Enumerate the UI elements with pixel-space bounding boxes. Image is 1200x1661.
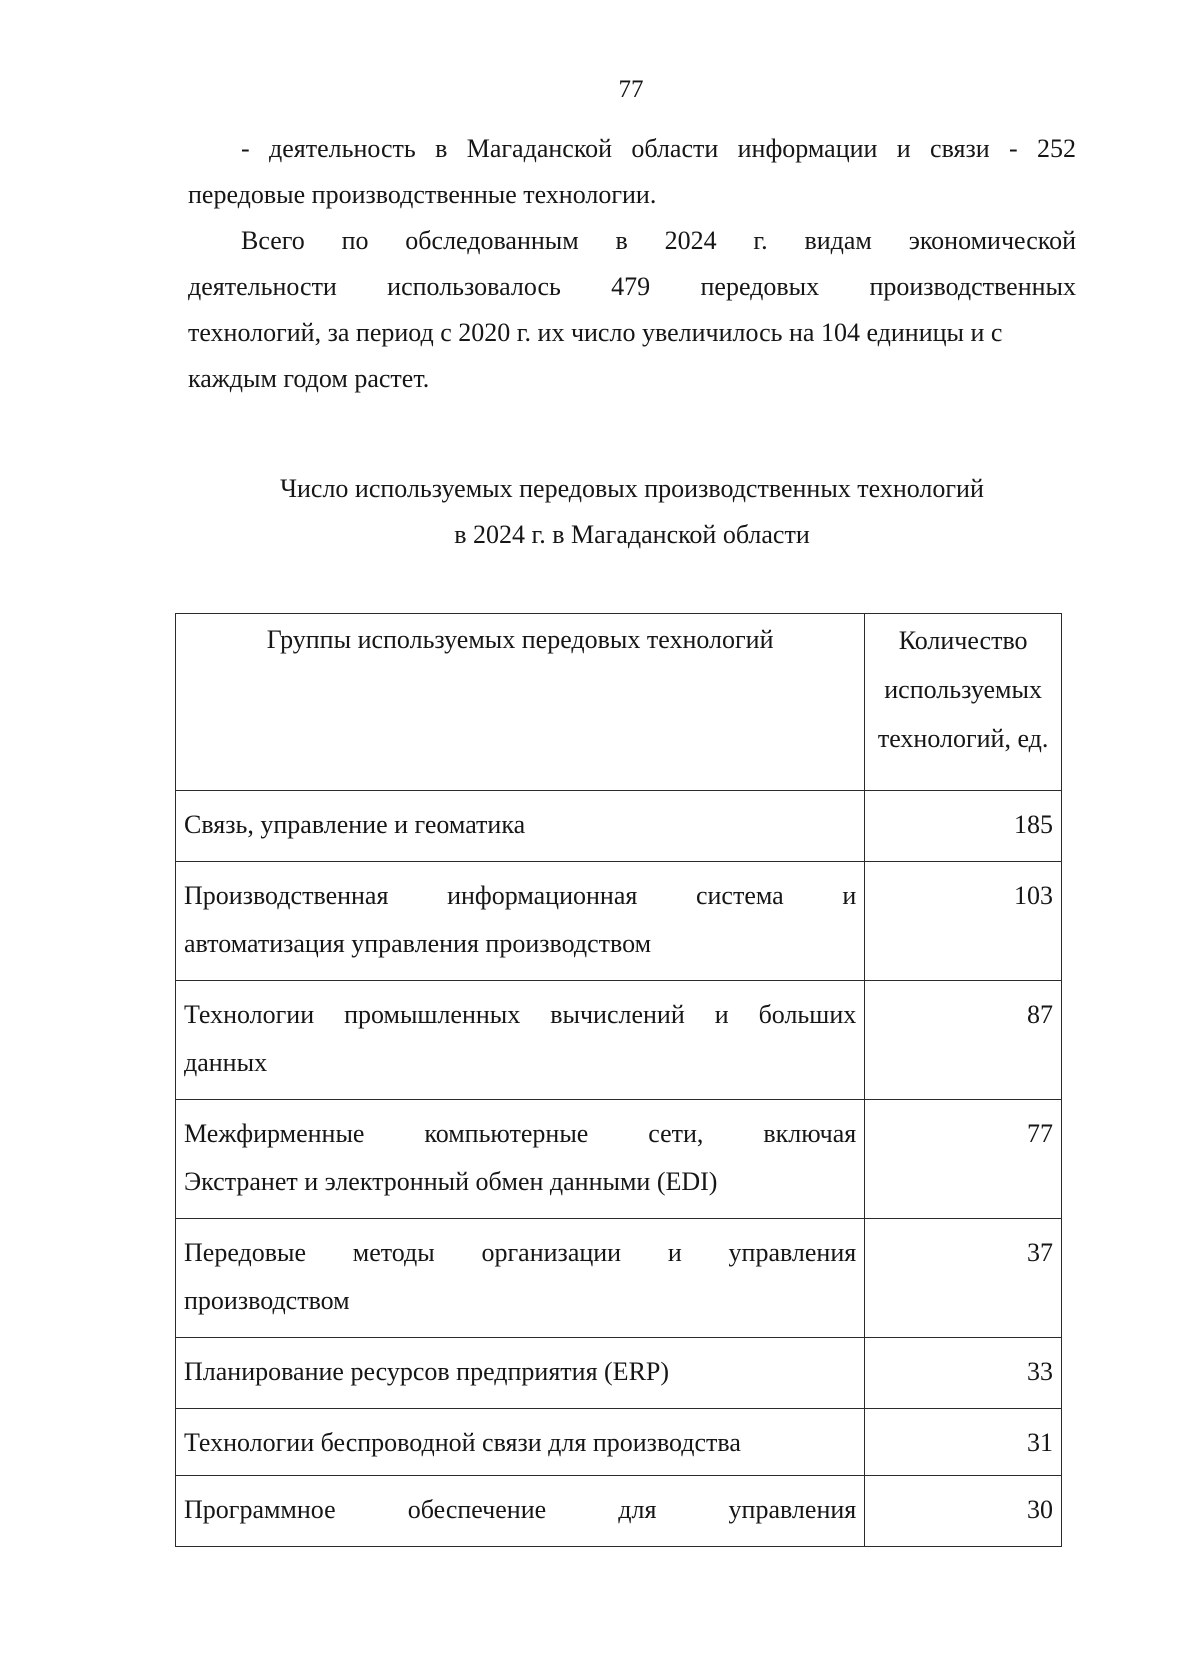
header-group-name: Группы используемых передовых технологий: [176, 614, 865, 791]
table-row: [176, 862, 1062, 981]
table-title: [188, 466, 1076, 558]
paragraph-line: технологий, за период с 2020 г. их число увеличилось на 104 единицы и с: [188, 318, 1003, 347]
row-name-line: автоматизация управления производством: [184, 929, 652, 958]
header-count: [865, 614, 1062, 791]
intro-paragraph-1: [188, 126, 1076, 218]
row-name-line: Передовые методы организации и управления: [184, 1238, 857, 1267]
row-group-name: [176, 981, 865, 1100]
row-group-name: [176, 1338, 865, 1409]
header-count-line: Количество: [898, 626, 1028, 655]
intro-paragraph-2: [188, 218, 1076, 402]
row-count: 31: [865, 1409, 1062, 1476]
row-count: 33: [865, 1338, 1062, 1409]
row-group-name: [176, 1409, 865, 1476]
header-count-line: используемых: [884, 675, 1042, 704]
row-name-line: Программное обеспечение для управления: [184, 1495, 857, 1524]
table-row: [176, 791, 1062, 862]
header-count-line: технологий, ед.: [877, 724, 1049, 753]
row-name-line: Технологии промышленных вычислений и больших: [184, 1000, 857, 1029]
row-count: 87: [865, 981, 1062, 1100]
paragraph-line: - деятельность в Магаданской области информации и связи - 252: [241, 134, 1076, 163]
paragraph-line: Всего по обследованным в 2024 г. видам экономической: [241, 226, 1076, 255]
table-row: [176, 1219, 1062, 1338]
table-title-line: в 2024 г. в Магаданской области: [454, 520, 810, 549]
row-name-line: данных: [184, 1048, 268, 1077]
table-row: [176, 1100, 1062, 1219]
row-name-line: Экстранет и электронный обмен данными (EDI): [184, 1167, 718, 1196]
row-group-name: [176, 862, 865, 981]
technologies-table: [175, 613, 1062, 1547]
row-name-line: Технологии беспроводной связи для производства: [184, 1428, 741, 1457]
row-name-line: Связь, управление и геоматика: [184, 810, 526, 839]
page-number: 77: [618, 76, 644, 103]
paragraph-line: деятельности использовалось 479 передовых производственных: [188, 272, 1076, 301]
row-group-name: [176, 1100, 865, 1219]
table-title-line: Число используемых передовых производственных технологий: [280, 474, 984, 503]
table-row: [176, 981, 1062, 1100]
row-group-name: [176, 1476, 865, 1547]
row-group-name: [176, 791, 865, 862]
table-row: [176, 1338, 1062, 1409]
table-row: [176, 1409, 1062, 1476]
table-row: [176, 1476, 1062, 1547]
paragraph-line: передовые производственные технологии.: [188, 180, 657, 209]
row-count: 185: [865, 791, 1062, 862]
row-count: 30: [865, 1476, 1062, 1547]
row-name-line: Планирование ресурсов предприятия (ERP): [184, 1357, 670, 1386]
row-count: 103: [865, 862, 1062, 981]
paragraph-line: каждым годом растет.: [188, 364, 430, 393]
row-group-name: [176, 1219, 865, 1338]
row-name-line: Межфирменные компьютерные сети, включая: [184, 1119, 857, 1148]
row-name-line: Производственная информационная система и: [184, 881, 857, 910]
row-name-line: производством: [184, 1286, 350, 1315]
table-header-row: [176, 614, 1062, 791]
row-count: 77: [865, 1100, 1062, 1219]
row-count: 37: [865, 1219, 1062, 1338]
